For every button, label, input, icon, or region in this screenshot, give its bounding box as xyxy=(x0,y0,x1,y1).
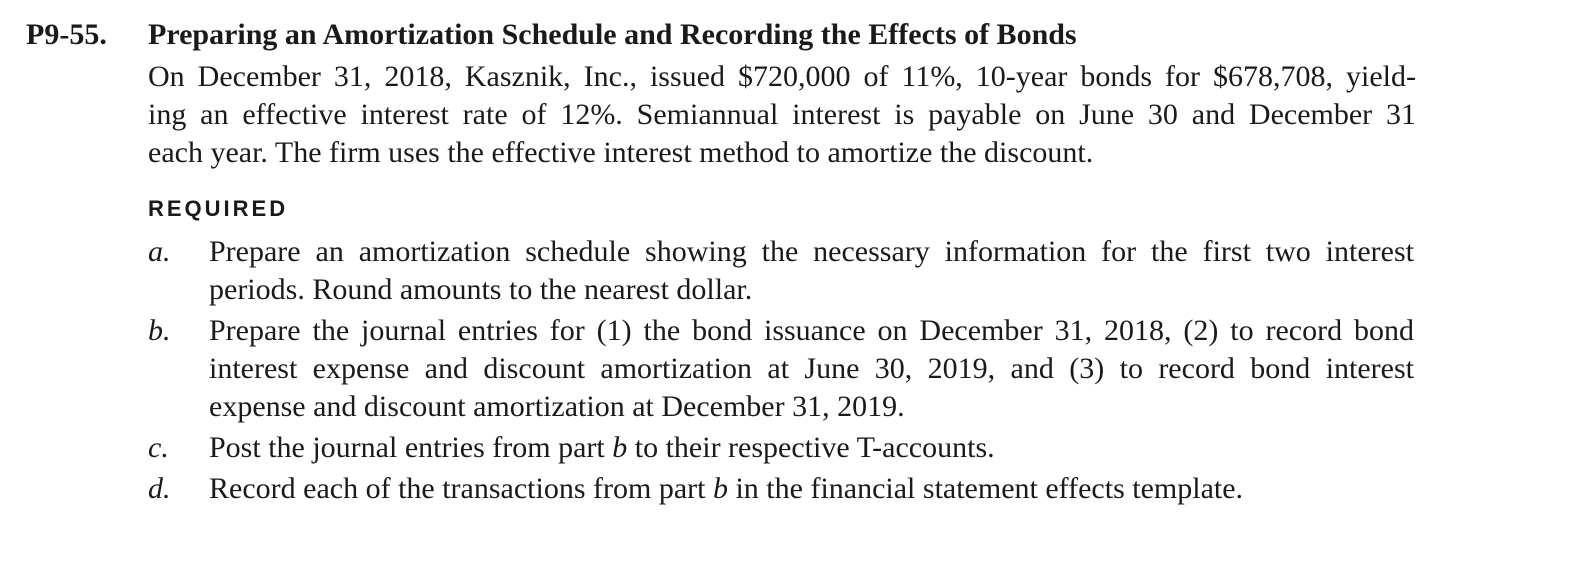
item-letter: c. xyxy=(148,431,169,464)
item-letter: a. xyxy=(148,235,171,268)
required-item-c xyxy=(148,429,1446,467)
item-text xyxy=(209,429,1414,467)
problem-number: P9-55. xyxy=(26,18,107,51)
item-line: Prepare an amortization schedule showing the necessary information for the first two interest xyxy=(209,235,1414,268)
item-letter: b. xyxy=(148,314,171,347)
intro-line: ing an effective interest rate of 12%. Semiannual interest is payable on June 30 and December 31 xyxy=(148,98,1416,131)
item-text xyxy=(209,233,1414,309)
part-reference: b xyxy=(612,431,628,464)
item-line: periods. Round amounts to the nearest dollar. xyxy=(209,273,753,306)
item-text-pre: Post the journal entries from part xyxy=(209,431,613,464)
item-letter: d. xyxy=(148,472,171,505)
intro-line: On December 31, 2018, Kasznik, Inc., issued $720,000 of 11%, 10-year bonds for $678,708, yield- xyxy=(148,60,1416,93)
required-list xyxy=(148,233,1446,508)
problem-header xyxy=(26,18,1446,58)
intro-line: each year. The firm uses the effective interest method to amortize the discount. xyxy=(148,136,1094,169)
problem-block xyxy=(26,18,1446,511)
item-text-pre: Record each of the transactions from part xyxy=(209,472,713,505)
item-text xyxy=(209,470,1414,508)
item-text-post: in the financial statement effects template. xyxy=(727,472,1244,505)
problem-title: Preparing an Amortization Schedule and Recording the Effects of Bonds xyxy=(148,18,1077,51)
required-item-b xyxy=(148,312,1446,426)
required-item-a xyxy=(148,233,1446,309)
item-line: interest expense and discount amortization at June 30, 2019, and (3) to record bond interest xyxy=(209,352,1414,385)
required-item-d xyxy=(148,470,1446,508)
item-text xyxy=(209,312,1414,426)
item-line: expense and discount amortization at December 31, 2019. xyxy=(209,390,905,423)
required-heading: REQUIRED xyxy=(148,196,289,221)
item-line: Prepare the journal entries for (1) the bond issuance on December 31, 2018, (2) to record bond xyxy=(209,314,1414,347)
problem-intro xyxy=(148,58,1416,172)
item-text-post: to their respective T-accounts. xyxy=(627,431,995,464)
part-reference: b xyxy=(712,472,728,505)
